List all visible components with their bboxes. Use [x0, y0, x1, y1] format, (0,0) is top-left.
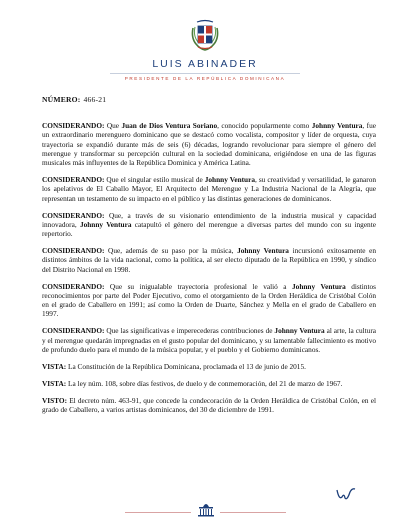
coat-of-arms-icon	[190, 18, 220, 52]
emphasized-name: Johnny Ventura	[79, 219, 132, 229]
decree-paragraph	[42, 282, 376, 319]
decree-paragraph	[42, 362, 376, 371]
decree-paragraph	[42, 175, 376, 203]
decree-body	[42, 121, 376, 422]
paragraph-lead: CONSIDERANDO:	[42, 281, 105, 291]
president-title: PRESIDENTE DE LA REPÚBLICA DOMINICANA	[124, 76, 286, 81]
president-name: LUIS ABINADER	[152, 58, 258, 70]
emphasized-name: Johnny Ventura	[237, 246, 289, 256]
emphasized-name: Johnny Ventura	[274, 326, 325, 336]
emphasized-name: Johnny Ventura	[311, 121, 363, 130]
emphasized-name: Johnny Ventura	[204, 175, 256, 185]
paragraph-lead: CONSIDERANDO:	[42, 175, 105, 185]
paragraph-text: , su creatividad y versatilidad, le ganaron los apelativos de El Caballo Mayor, El Arquitecto del Merengue y La Industria Nacional de la Alegría, que representan un testamento de su impacto en el público y las distintas generaciones de dominicanos.	[42, 175, 377, 203]
decree-paragraph	[42, 121, 376, 167]
paragraph-text: Que	[104, 121, 122, 130]
decree-number-value: 466-21	[83, 95, 107, 104]
paragraph-text: , conocido popularmente como	[217, 121, 312, 130]
paragraph-text: El decreto núm. 463-91, que concede la condecoración de la Orden Heráldica de Cristóbal Colón, en el grado de Caballero, a varios artistas dominicanos, del 30 de diciembre de 1991.	[42, 395, 376, 414]
paragraph-lead: CONSIDERANDO:	[42, 121, 105, 130]
decree-paragraph	[42, 326, 376, 354]
paragraph-text: Que, además de su paso por la música,	[104, 246, 238, 256]
paragraph-text: Que su inigualable trayectoria profesional le valió a	[104, 281, 293, 291]
decree-paragraph	[42, 246, 376, 274]
paragraph-text: Que, a través de su visionario entendimiento de la industria musical y capacidad innovadora,	[42, 210, 376, 229]
paragraph-text: distintos reconocimientos por parte del Poder Ejecutivo, como el otorgamiento de la Orden Heráldica de Cristóbal Colón en el grado de Caballero en 1991; así como la Orden de Duarte, Sánchez y Mella en el grado de Caballero en 1997.	[42, 281, 376, 319]
palace-emblem-icon	[196, 500, 216, 518]
paragraph-text: incursionó exitosamente en distintos ámbitos de la vida nacional, como la política, al ser electo diputado de la República en 1990, y síndico del Distrito Nacional en 1998.	[42, 246, 376, 274]
footer-divider-left	[125, 512, 191, 513]
decree-paragraph	[42, 211, 376, 239]
decree-number-label: NÚMERO:	[42, 95, 81, 104]
paragraph-text: , fue un extraordinario merenguero dominicano que se destacó como vocalista, compositor y líder de orquesta, cuya trayectoria se expandió durante más de seis (6) décadas, logrando revolucionar para siempre el género del merengue y transformar su percepción cultural en la sociedad dominicana, erigiéndose en una de las figuras musicales más influyentes de la República Dominica y América Latina.	[42, 121, 376, 168]
paragraph-text: La ley núm. 108, sobre días festivos, de duelo y de conmemoración, del 21 de marzo de 1967.	[66, 378, 343, 388]
emphasized-name: Juan de Dios Ventura Soriano	[121, 121, 218, 130]
paragraph-lead: CONSIDERANDO:	[42, 210, 105, 220]
paragraph-lead: CONSIDERANDO:	[42, 246, 105, 256]
footer	[0, 500, 410, 522]
letterhead	[0, 18, 410, 81]
paragraph-text: catapultó el género del merengue a diversas partes del mundo con su ingente repertorio.	[42, 219, 376, 239]
footer-divider-right	[220, 512, 286, 513]
emphasized-name: Johnny Ventura	[292, 281, 346, 291]
paragraph-text: La Constitución de la República Dominicana, proclamada el 13 de junio de 2015.	[66, 361, 306, 371]
paragraph-text: al arte, la cultura y el merengue quedarán impregnadas en el gusto popular del dominicano, y su lamentable fallecimiento es motivo de profundo duelo para el mundo de la música popular, y el pueblo y el Gobierno dominicanos.	[42, 326, 376, 354]
paragraph-text: Que las significativas e imperecederas contribuciones de	[104, 326, 275, 336]
header-divider	[110, 73, 300, 74]
decree-paragraph	[42, 396, 376, 415]
paragraph-lead: VISTA:	[42, 361, 67, 371]
paragraph-lead: VISTO:	[42, 395, 68, 405]
paragraph-lead: CONSIDERANDO:	[42, 326, 105, 336]
paragraph-lead: VISTA:	[42, 378, 67, 388]
decree-number	[42, 95, 106, 104]
decree-paragraph	[42, 379, 376, 388]
paragraph-text: Que el singular estilo musical de	[104, 175, 205, 185]
